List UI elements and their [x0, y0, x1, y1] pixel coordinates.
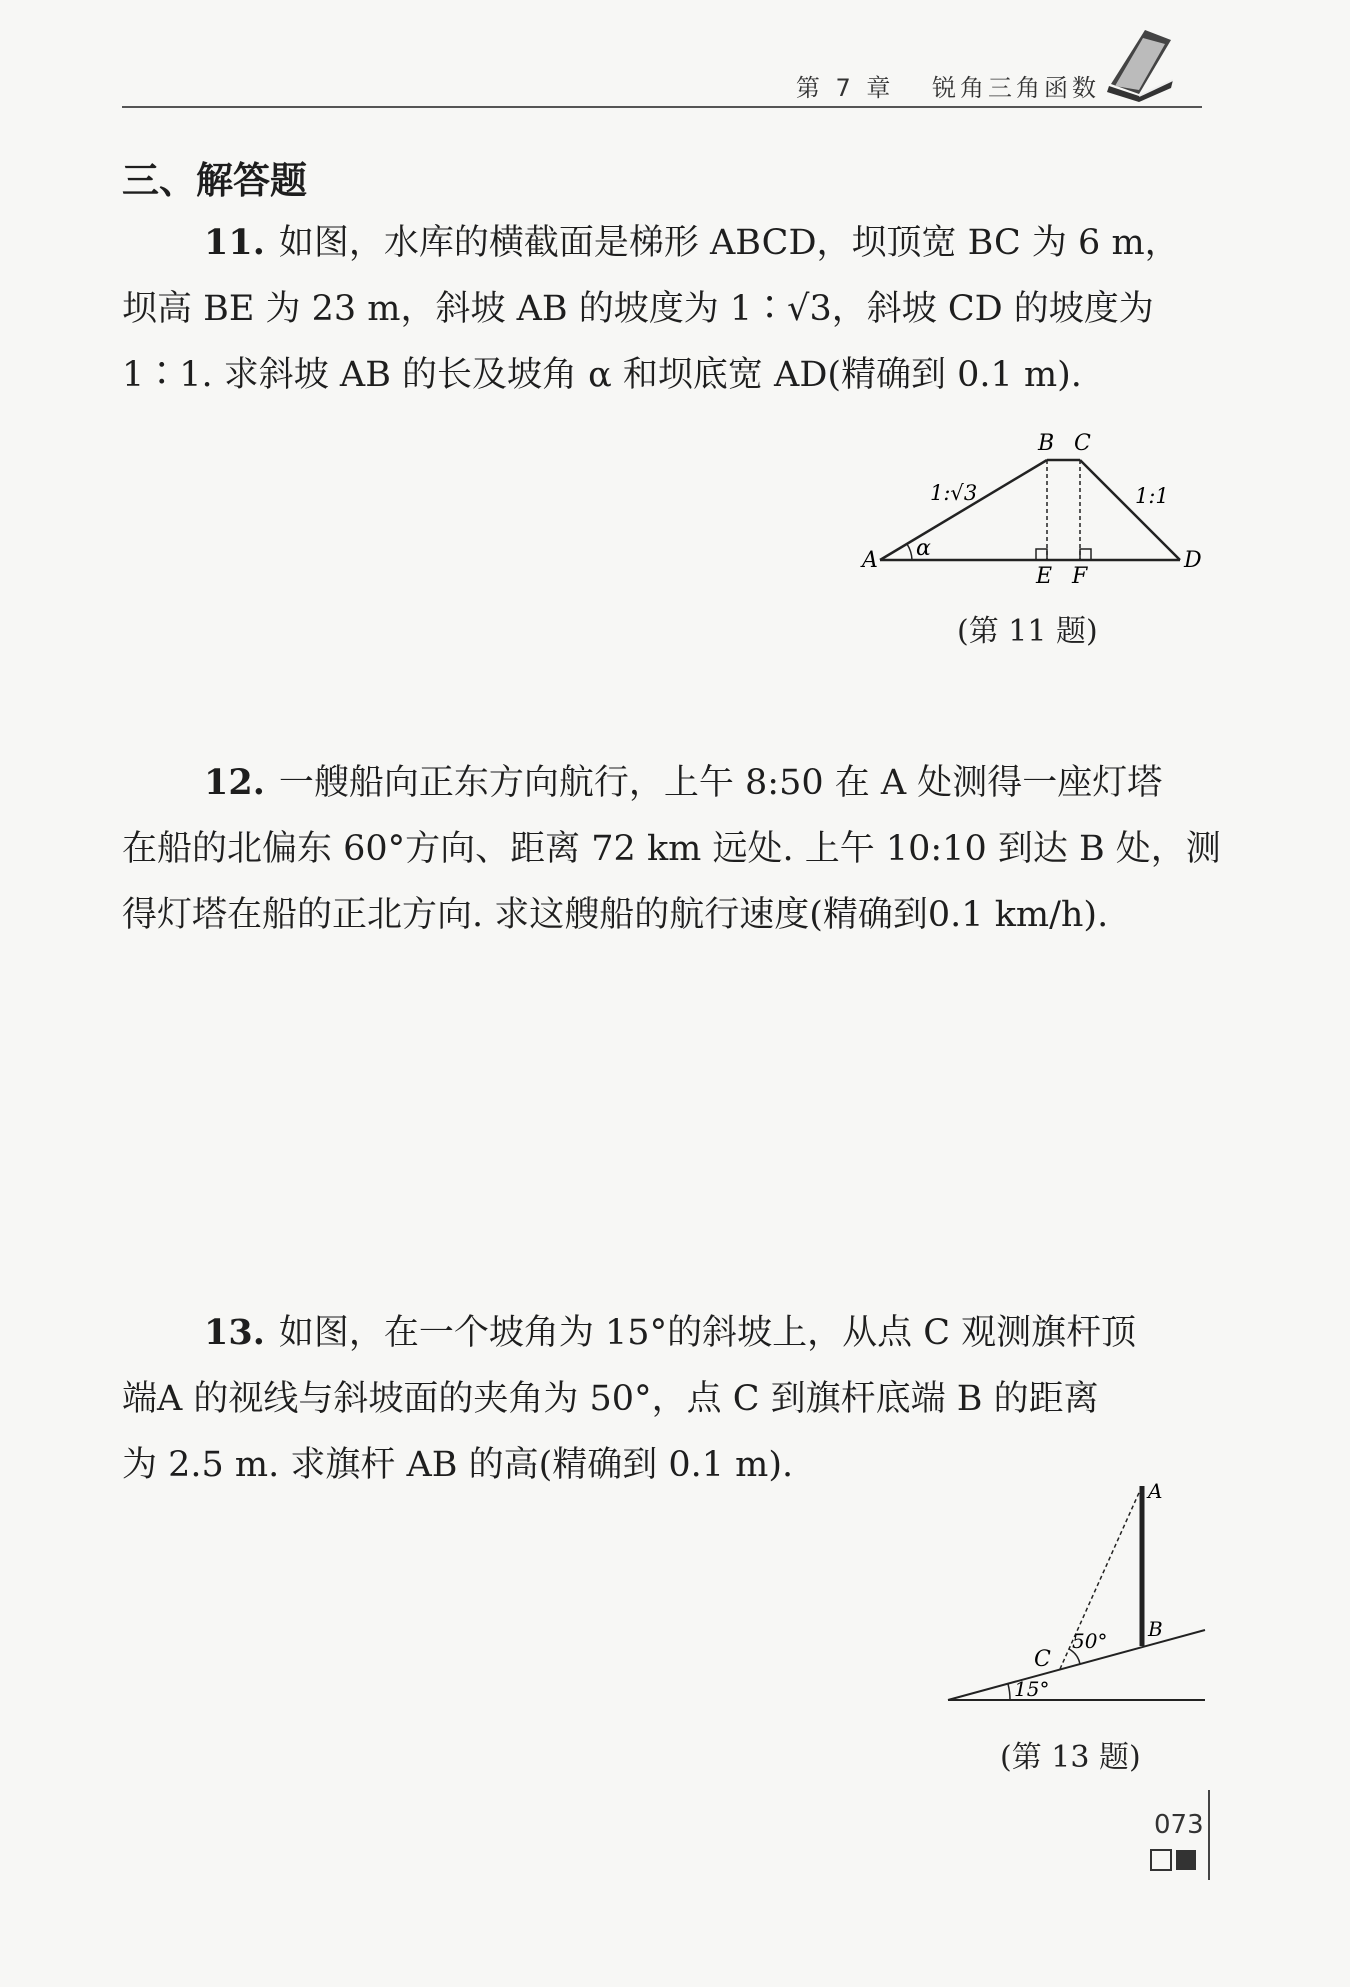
problem-number: 13.: [204, 1312, 265, 1353]
problem-line: [122, 210, 1202, 276]
page-number: 073: [1154, 1810, 1204, 1840]
page-rule: [1208, 1790, 1210, 1880]
problem-line: 在船的北偏东 60°方向、距离 72 km 远处. 上午 10:10 到达 B 处，测: [122, 829, 1221, 869]
problem-12: [122, 750, 1221, 948]
problem-number: 11.: [204, 222, 265, 263]
problem-line: 得灯塔在船的正北方向. 求这艘船的航行速度(精确到0.1 km/h).: [122, 895, 1109, 935]
label-e: E: [1036, 564, 1053, 589]
problem-line: 1∶1. 求斜坡 AB 的长及坡角 α 和坝底宽 AD(精确到 0.1 m).: [122, 355, 1082, 395]
slope-left-label: 1:√3: [930, 481, 978, 505]
figure-11-caption: (第 11 题): [957, 614, 1098, 649]
angle-slope-label: 15°: [1014, 1677, 1050, 1701]
problem-text: 一艘船向正东方向航行，上午 8:50 在 A 处测得一座灯塔: [278, 763, 1163, 803]
right-angle-f: [1080, 549, 1091, 560]
label-c: C: [1034, 1647, 1051, 1672]
figure-13: [930, 1470, 1220, 1724]
problem-text: 如图，水库的横截面是梯形 ABCD，坝顶宽 BC 为 6 m，: [278, 223, 1180, 263]
label-a: A: [862, 548, 878, 573]
book-icon: [1105, 22, 1177, 106]
problem-11: [122, 210, 1202, 408]
problem-line: 坝高 BE 为 23 m，斜坡 AB 的坡度为 1∶√3，斜坡 CD 的坡度为: [122, 289, 1154, 329]
right-angle-e: [1036, 549, 1047, 560]
angle-15-arc: [1008, 1684, 1010, 1700]
label-b: B: [1148, 1617, 1163, 1641]
outline-square: [1151, 1850, 1171, 1870]
label-c: C: [1074, 431, 1091, 456]
problem-line: 为 2.5 m. 求旗杆 AB 的高(精确到 0.1 m).: [122, 1445, 794, 1485]
angle-alpha-arc: [907, 544, 912, 560]
label-f: F: [1072, 564, 1088, 589]
problem-line: 端A 的视线与斜坡面的夹角为 50°，点 C 到旗杆底端 B 的距离: [122, 1379, 1099, 1419]
figure-11: [850, 425, 1210, 599]
problem-text: 如图，在一个坡角为 15°的斜坡上，从点 C 观测旗杆顶: [278, 1313, 1137, 1353]
section-title: 三、解答题: [122, 159, 307, 202]
header-rule: [122, 106, 1202, 108]
label-a: A: [1148, 1479, 1163, 1503]
problem-line: [122, 1300, 1202, 1366]
filled-square: [1176, 1850, 1196, 1870]
problem-13: [122, 1300, 1202, 1498]
segment-cd: [1080, 460, 1180, 560]
label-d: D: [1184, 548, 1202, 573]
angle-view-label: 50°: [1072, 1629, 1108, 1653]
running-head: [796, 68, 1100, 103]
problem-line: [122, 750, 1202, 816]
segment-ab: [880, 460, 1047, 560]
slope-right-label: 1:1: [1135, 484, 1169, 508]
problem-number: 12.: [204, 762, 265, 803]
label-b: B: [1038, 431, 1055, 456]
figure-13-caption: (第 13 题): [1000, 1740, 1141, 1775]
chapter-title: 锐角三角函数: [932, 74, 1100, 102]
label-alpha: α: [916, 536, 931, 561]
page-corner-marks: [1150, 1848, 1202, 1876]
chapter-label: 第 7 章: [795, 74, 895, 102]
